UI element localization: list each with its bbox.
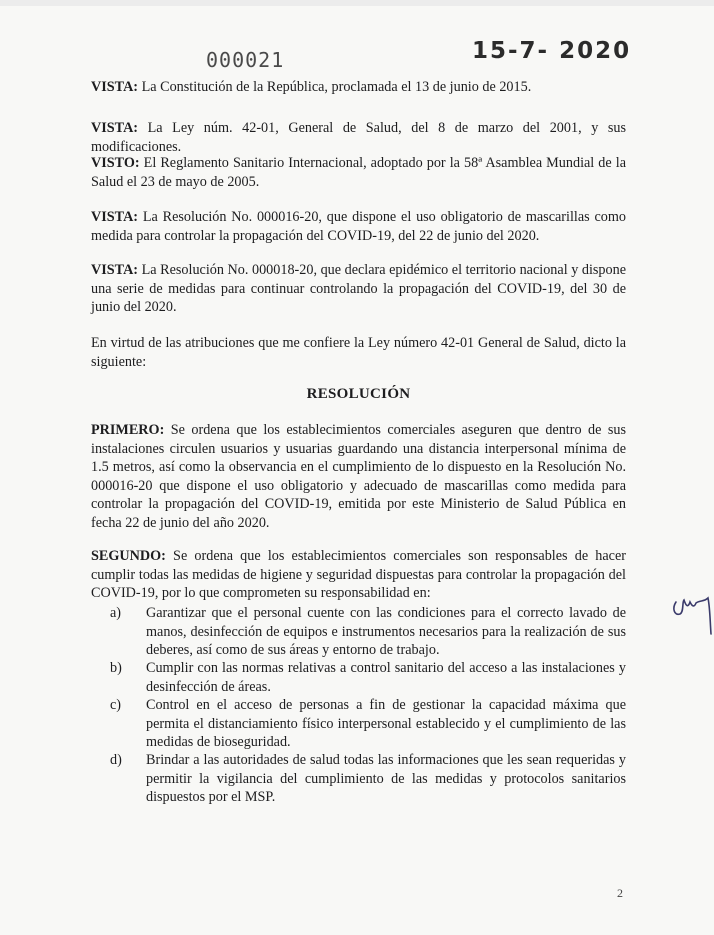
resolution-title: RESOLUCIÓN bbox=[306, 386, 411, 402]
list-item bbox=[110, 696, 626, 752]
list-item-marker: b) bbox=[110, 660, 122, 676]
consideration-paragraph bbox=[91, 208, 626, 245]
preamble-paragraph: En virtud de las atribuciones que me confiere la Ley número 42-01 General de Salud, dicto la siguiente: bbox=[91, 335, 626, 370]
list-item bbox=[110, 604, 626, 660]
document-stamp-number: 000021 bbox=[206, 48, 285, 72]
consideration-label: VISTA: bbox=[91, 79, 139, 95]
consideration-label: VISTA: bbox=[91, 120, 139, 136]
consideration-paragraph bbox=[91, 261, 626, 317]
consideration-text: La Ley núm. 42-01, General de Salud, del 8 de marzo del 2001, y sus modificaciones. bbox=[91, 120, 626, 155]
initials-signature bbox=[670, 588, 714, 640]
article-primero bbox=[91, 421, 626, 532]
consideration-text: La Constitución de la República, proclamada el 13 de junio de 2015. bbox=[138, 79, 532, 95]
list-item-text: Control en el acceso de personas a fin de gestionar la capacidad máxima que permita el distanciamiento físico interpersonal establecido y el cumplimiento de las medidas de bioseguridad. bbox=[146, 697, 626, 750]
consideration-text: La Resolución No. 000018-20, que declara epidémico el territorio nacional y dispone una serie de medidas para continuar controlando la propagación del COVID-19, del 30 de junio del 2020. bbox=[91, 262, 626, 315]
list-item bbox=[110, 659, 626, 696]
consideration-label: VISTO: bbox=[91, 155, 140, 171]
article-label: PRIMERO: bbox=[91, 422, 165, 438]
consideration-text: El Reglamento Sanitario Internacional, adoptado por la 58ª Asamblea Mundial de la Salud el 23 de mayo de 2005. bbox=[91, 155, 626, 190]
article-text: Se ordena que los establecimientos comerciales son responsables de hacer cumplir todas las medidas de higiene y seguridad dispuestas para controlar la propagación del COVID-19, por lo que comprometen su responsabilidad en: bbox=[91, 548, 626, 601]
list-item bbox=[110, 751, 626, 807]
article-segundo bbox=[91, 547, 626, 603]
consideration-paragraph bbox=[91, 119, 626, 156]
consideration-label: VISTA: bbox=[91, 262, 139, 278]
article-label: SEGUNDO: bbox=[91, 548, 166, 564]
consideration-text: La Resolución No. 000016-20, que dispone el uso obligatorio de mascarillas como medida para controlar la propagación del COVID-19, del 22 de junio del 2020. bbox=[91, 209, 626, 244]
list-item-text: Brindar a las autoridades de salud todas las informaciones que les sean requeridas y permitir la vigilancia del cumplimiento de las medidas y protocolos sanitarios dispuestos por el MSP. bbox=[146, 752, 626, 805]
page-number: 2 bbox=[617, 886, 623, 900]
handwritten-date: 15-7- 2020 bbox=[472, 38, 632, 64]
list-item-marker: d) bbox=[110, 752, 122, 768]
consideration-paragraph bbox=[91, 78, 626, 97]
document-page bbox=[0, 6, 714, 935]
list-item-marker: c) bbox=[110, 697, 122, 713]
list-item-marker: a) bbox=[110, 605, 122, 621]
list-item-text: Cumplir con las normas relativas a control sanitario del acceso a las instalaciones y desinfección de áreas. bbox=[146, 660, 626, 695]
consideration-label: VISTA: bbox=[91, 209, 139, 225]
article-text: Se ordena que los establecimientos comerciales aseguren que dentro de sus instalaciones circulen usuarios y usuarias guardando una distancia interpersonal mínima de 1.5 metros, así como la observancia en el cumplimiento de lo dispuesto en la Resolución No. 000016-20 que dispone el uso obligatorio y adecuado de mascarillas como medida para controlar la propagación del COVID-19, emitida por este Ministerio de Salud Pública en fecha 22 de junio del año 2020. bbox=[91, 422, 626, 531]
consideration-paragraph bbox=[91, 154, 626, 191]
list-item-text: Garantizar que el personal cuente con las condiciones para el correcto lavado de manos, desinfección de equipos e instrumentos necesarios para la realización de sus deberes, así como de sus áreas y entorno de trabajo. bbox=[146, 605, 626, 658]
